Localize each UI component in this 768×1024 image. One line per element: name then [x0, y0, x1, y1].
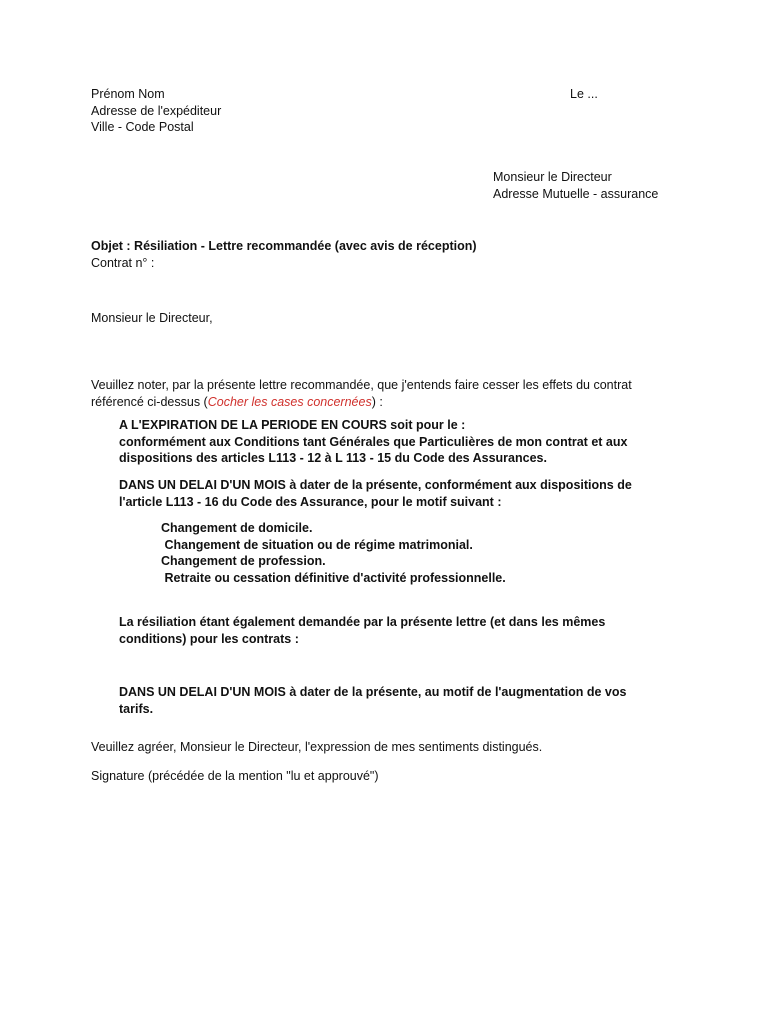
- recipient-title: Monsieur le Directeur: [493, 170, 612, 184]
- also-requested-line-1: La résiliation étant également demandée par la présente lettre (et dans les mêmes: [119, 615, 606, 629]
- reasons-list: [161, 520, 506, 586]
- option-delay-line-1: DANS UN DELAI D'UN MOIS à dater de la présente, conformément aux dispositions de: [119, 478, 632, 492]
- option-tariff-line-1: DANS UN DELAI D'UN MOIS à dater de la présente, au motif de l'augmentation de vos: [119, 685, 627, 699]
- recipient-block: [493, 169, 658, 202]
- option-delay: [119, 477, 632, 510]
- letter-date: Le ...: [570, 87, 598, 101]
- subject-line: Objet : Résiliation - Lettre recommandée (avec avis de réception): [91, 239, 477, 253]
- recipient-address: Adresse Mutuelle - assurance: [493, 186, 659, 201]
- intro-line-1: Veuillez noter, par la présente lettre recommandée, que j'entends faire cesser les effets du contrat: [91, 378, 632, 392]
- reason-marital: Changement de situation ou de régime matrimonial.: [161, 537, 473, 552]
- option-expiration-line-3: dispositions des articles L113 - 12 à L 113 - 15 du Code des Assurances.: [119, 451, 547, 465]
- sender-city: Ville - Code Postal: [91, 120, 194, 134]
- contract-number: Contrat n° :: [91, 255, 155, 270]
- signature: Signature (précédée de la mention "lu et approuvé"): [91, 769, 379, 783]
- intro-line-2: [91, 394, 632, 411]
- sender-name: Prénom Nom: [91, 87, 165, 101]
- option-expiration-line-1: A L'EXPIRATION DE LA PERIODE EN COURS soit pour le :: [119, 418, 466, 432]
- intro-suffix: ) :: [371, 394, 383, 409]
- salutation: Monsieur le Directeur,: [91, 311, 213, 325]
- closing: Veuillez agréer, Monsieur le Directeur, l'expression de mes sentiments distingués.: [91, 740, 543, 754]
- also-requested: [119, 614, 605, 647]
- option-tariff: [119, 684, 626, 717]
- option-expiration: [119, 417, 627, 467]
- reason-domicile: Changement de domicile.: [161, 521, 313, 535]
- reason-retirement: Retraite ou cessation définitive d'activité professionnelle.: [161, 570, 506, 585]
- sender-address: Adresse de l'expéditeur: [91, 103, 222, 118]
- intro-prefix: référencé ci-dessus (: [91, 394, 208, 409]
- sender-block: [91, 86, 221, 136]
- also-requested-line-2: conditions) pour les contrats :: [119, 631, 299, 646]
- option-delay-line-2: l'article L113 - 16 du Code des Assurance, pour le motif suivant :: [119, 494, 502, 509]
- reason-profession: Changement de profession.: [161, 554, 326, 568]
- option-tariff-line-2: tarifs.: [119, 701, 154, 716]
- subject-block: [91, 238, 477, 271]
- intro-paragraph: [91, 377, 632, 410]
- intro-highlight: Cocher les cases concernées: [207, 394, 372, 409]
- option-expiration-line-2: conformément aux Conditions tant Générales que Particulières de mon contrat et aux: [119, 434, 628, 449]
